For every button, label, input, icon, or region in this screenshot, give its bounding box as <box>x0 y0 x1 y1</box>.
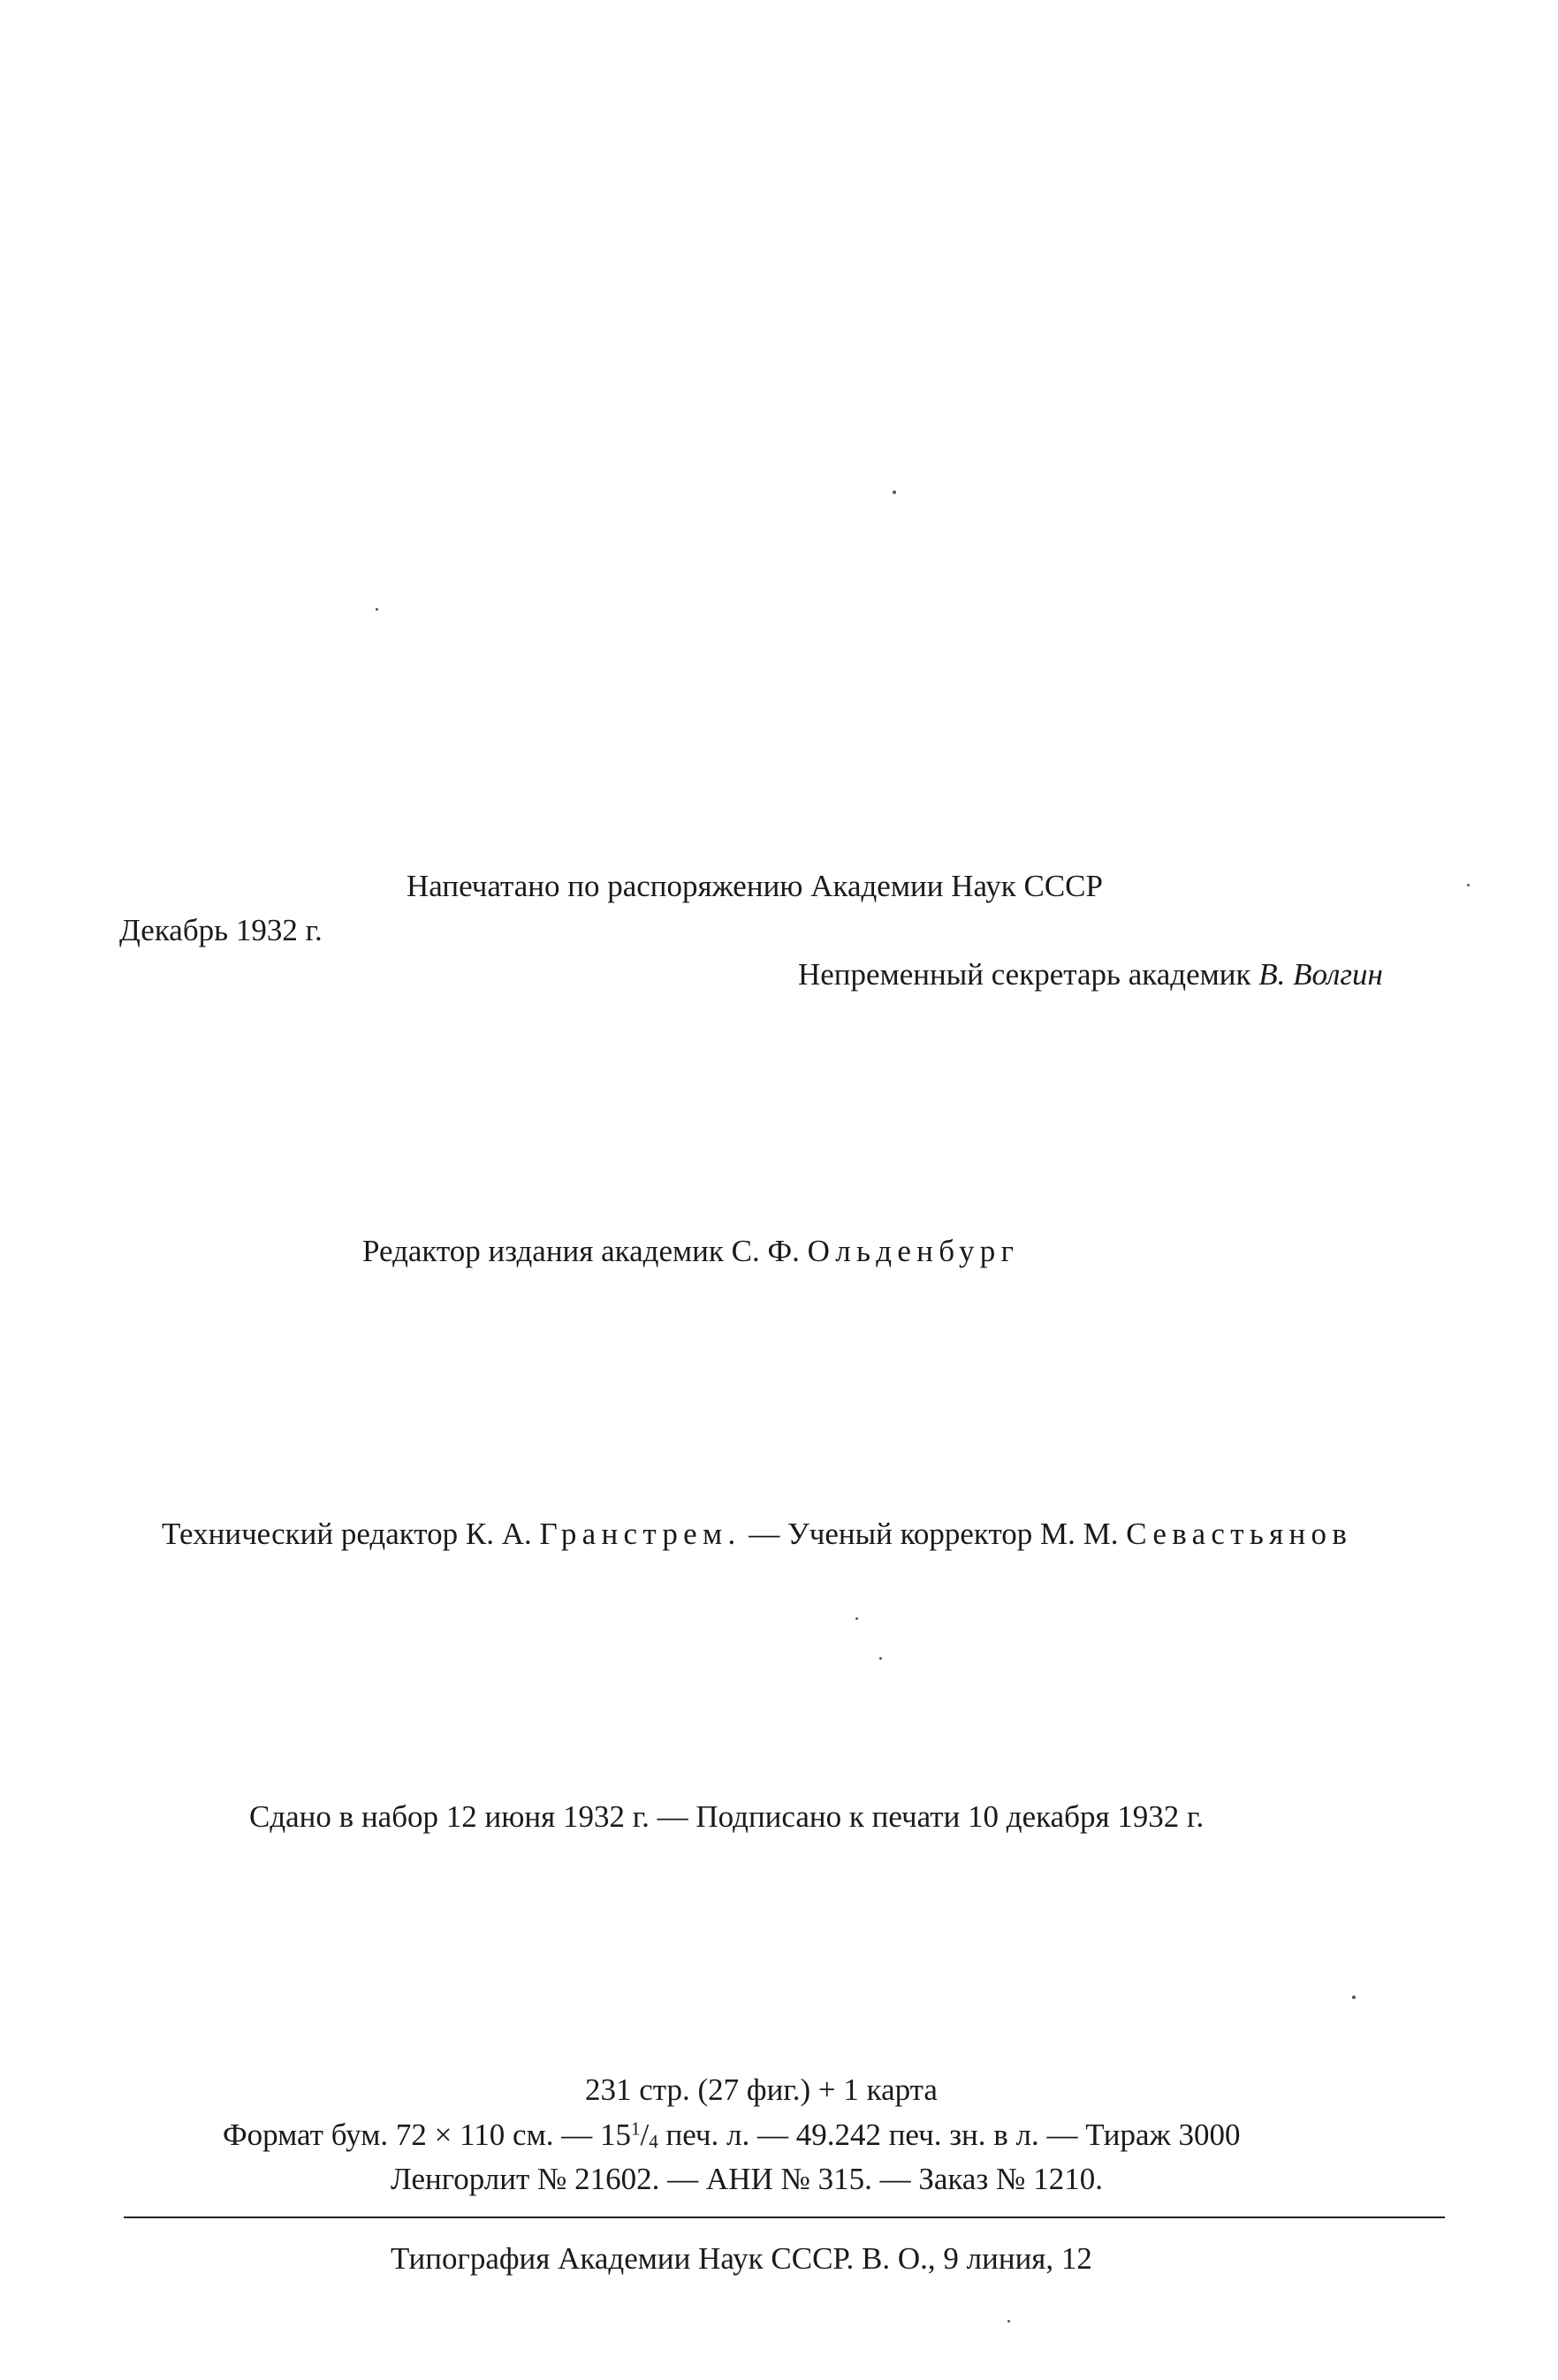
secretary-prefix: Непременный секретарь академик <box>798 957 1251 992</box>
format-end: печ. л. — 49.242 печ. зн. в л. — Тираж 3000 <box>657 2118 1241 2152</box>
secretary-line <box>798 959 1383 990</box>
proofreader-prefix: — Ученый корректор М. М. <box>749 1517 1119 1551</box>
format-line: Формат бум. 72 × 110 см. — $15^1/_4$ печ. л. — 49.242 печ. зн. в л. — Тираж 3000 <box>223 2118 1241 2153</box>
format-start: Формат бум. 72 × 110 см. — 15 <box>223 2118 631 2152</box>
separator-rule <box>124 2217 1445 2218</box>
format-frac-num: 1 <box>631 2118 641 2140</box>
scan-speck <box>879 1657 882 1660</box>
production-dates-line: Сдано в набор 12 июня 1932 г. — Подписано к печати 10 декабря 1932 г. <box>249 1799 1205 1834</box>
printer-line: Типография Академии Наук СССР. В. О., 9 линия, 12 <box>391 2241 1092 2276</box>
scan-speck <box>376 608 378 611</box>
technical-prefix: Технический редактор К. А. <box>162 1517 532 1551</box>
editor-prefix: Редактор издания академик С. Ф. <box>362 1234 800 1268</box>
technical-editor-line <box>162 1518 1352 1549</box>
pages-line: 231 стр. (27 фиг.) + 1 карта <box>585 2072 938 2107</box>
scan-speck <box>855 1617 858 1620</box>
scan-speck <box>1007 2320 1010 2323</box>
date-line: Декабрь 1932 г. <box>119 913 323 947</box>
scan-speck <box>1467 884 1470 886</box>
proofreader-name: Севастьянов <box>1126 1517 1353 1551</box>
scan-speck <box>893 490 896 494</box>
scan-speck <box>1352 1996 1356 1999</box>
license-line: Ленгорлит № 21602. — АНИ № 315. — Заказ № 1210. <box>391 2162 1103 2196</box>
technical-name: Гранстрем. <box>539 1517 741 1551</box>
printed-by-order-line: Напечатано по распоряжению Академии Наук СССР <box>407 869 1103 903</box>
editor-name: Ольденбург <box>807 1234 1020 1268</box>
editor-line <box>362 1236 1019 1266</box>
secretary-name: В. Волгин <box>1258 957 1383 992</box>
format-frac-den: 4 <box>649 2131 658 2153</box>
